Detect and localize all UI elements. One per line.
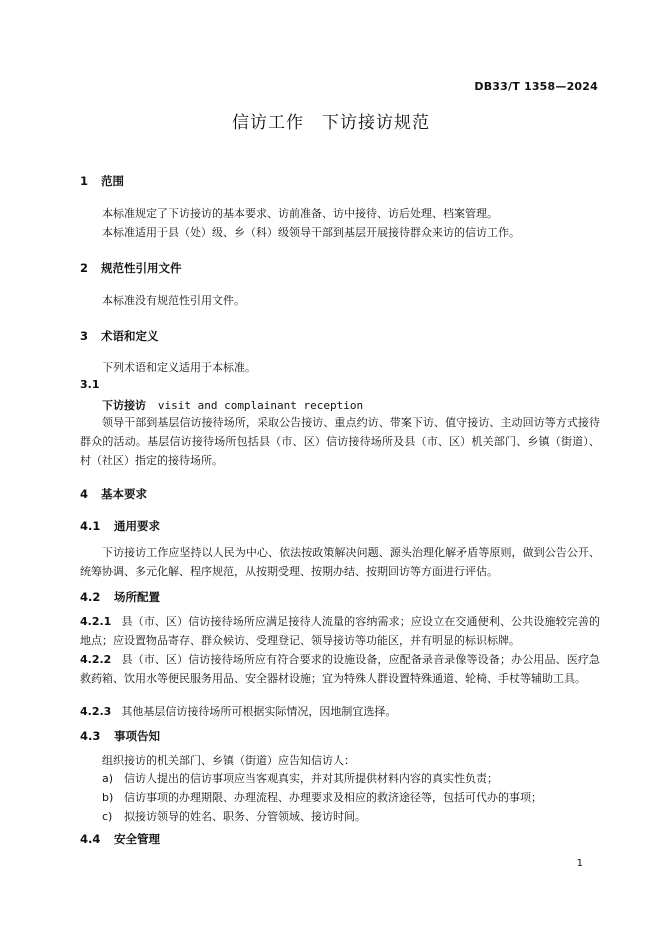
list-item bbox=[102, 808, 366, 824]
term-definition: 领导干部到基层信访接待场所，采取公告接访、重点约访、带案下访、值守接访、主动回访等方式接待群众的活动。基层信访接待场所包括县（市、区）信访接待场所及县（市、区）机关部门、乡镇（街道）、村（社区）指定的接待场所。 bbox=[80, 416, 600, 467]
page-number: 1 bbox=[576, 858, 583, 869]
section-1-para-2: 本标准适用于县（处）级、乡（科）级领导干部到基层开展接待群众来访的信访工作。 bbox=[102, 226, 520, 239]
clause-4-2-2 bbox=[80, 650, 600, 688]
section-1-heading bbox=[80, 173, 124, 189]
section-number: 4 bbox=[80, 487, 89, 501]
section-title: 基本要求 bbox=[101, 487, 148, 501]
clause-number: 4.2.3 bbox=[80, 705, 112, 718]
clause-4-2-1 bbox=[80, 612, 600, 650]
subsection-number: 4.4 bbox=[80, 832, 101, 846]
section-4-4-heading bbox=[80, 831, 160, 847]
section-number: 1 bbox=[80, 174, 89, 188]
section-4-1-heading bbox=[80, 518, 160, 534]
section-number: 2 bbox=[80, 261, 89, 275]
section-4-3-para-1: 组织接访的机关部门、乡镇（街道）应告知信访人： bbox=[102, 754, 355, 767]
subsection-title: 场所配置 bbox=[114, 590, 161, 604]
subsection-title: 事项告知 bbox=[114, 729, 161, 743]
section-4-2-heading bbox=[80, 589, 160, 605]
clause-4-2-3 bbox=[80, 702, 600, 721]
clause-text: 县（市、区）信访接待场所应有符合要求的设施设备，应配备录音录像等设备；办公用品、医疗急救药箱、饮用水等便民服务用品、安全器材设施；宜为特殊人群设置特殊通道、轮椅、手杖等辅助工具。 bbox=[80, 653, 600, 685]
list-marker: b) bbox=[102, 791, 114, 804]
clause-number: 4.2.2 bbox=[80, 653, 112, 666]
list-text: 拟接访领导的姓名、职务、分管领域、接访时间。 bbox=[124, 810, 366, 823]
section-3-heading bbox=[80, 328, 159, 344]
standard-code: DB33/T 1358—2024 bbox=[474, 80, 598, 93]
document-title: 信访工作 下访接访规范 bbox=[232, 113, 430, 133]
section-1-para-1: 本标准规定了下访接访的基本要求、访前准备、访中接待、访后处理、档案管理。 bbox=[102, 207, 498, 220]
list-text: 信访人提出的信访事项应当客观真实，并对其所提供材料内容的真实性负责； bbox=[124, 772, 498, 785]
section-3-para-1: 下列术语和定义适用于本标准。 bbox=[102, 361, 256, 374]
clause-number: 4.2.1 bbox=[80, 615, 112, 628]
list-marker: a) bbox=[102, 772, 114, 785]
subsection-number: 4.2 bbox=[80, 590, 101, 604]
list-marker: c) bbox=[102, 810, 113, 823]
term-zh: 下访接访 bbox=[102, 399, 146, 412]
term-number: 3.1 bbox=[80, 378, 100, 391]
list-text: 信访事项的办理期限、办理流程、办理要求及相应的救济途径等，包括可代办的事项； bbox=[124, 791, 542, 804]
subsection-number: 4.1 bbox=[80, 519, 101, 533]
section-4-1-para-1: 下访接访工作应坚持以人民为中心、依法按政策解决问题、源头治理化解矛盾等原则，做到公告公开、统筹协调、多元化解、程序规范，从按期受理、按期办结、按期回访等方面进行评估。 bbox=[80, 546, 600, 578]
term-en: visit and complainant reception bbox=[157, 399, 364, 412]
term-heading bbox=[102, 397, 363, 413]
section-number: 3 bbox=[80, 329, 89, 343]
section-title: 规范性引用文件 bbox=[101, 261, 182, 275]
subsection-title: 安全管理 bbox=[114, 832, 161, 846]
section-title: 范围 bbox=[101, 174, 125, 188]
section-4-3-heading bbox=[80, 728, 160, 744]
clause-text: 县（市、区）信访接待场所应满足接待人流量的容纳需求；应设立在交通便利、公共设施较完善的地点；应设置物品寄存、群众候访、受理登记、领导接访等功能区，并有明显的标识标牌。 bbox=[80, 615, 600, 647]
clause-text: 其他基层信访接待场所可根据实际情况，因地制宜选择。 bbox=[121, 705, 397, 718]
section-2-heading bbox=[80, 260, 182, 276]
section-4-heading bbox=[80, 486, 147, 502]
subsection-title: 通用要求 bbox=[114, 519, 161, 533]
list-item bbox=[102, 770, 498, 786]
section-title: 术语和定义 bbox=[101, 329, 159, 343]
section-2-para-1: 本标准没有规范性引用文件。 bbox=[102, 294, 245, 307]
list-item bbox=[102, 789, 542, 805]
subsection-number: 4.3 bbox=[80, 729, 101, 743]
